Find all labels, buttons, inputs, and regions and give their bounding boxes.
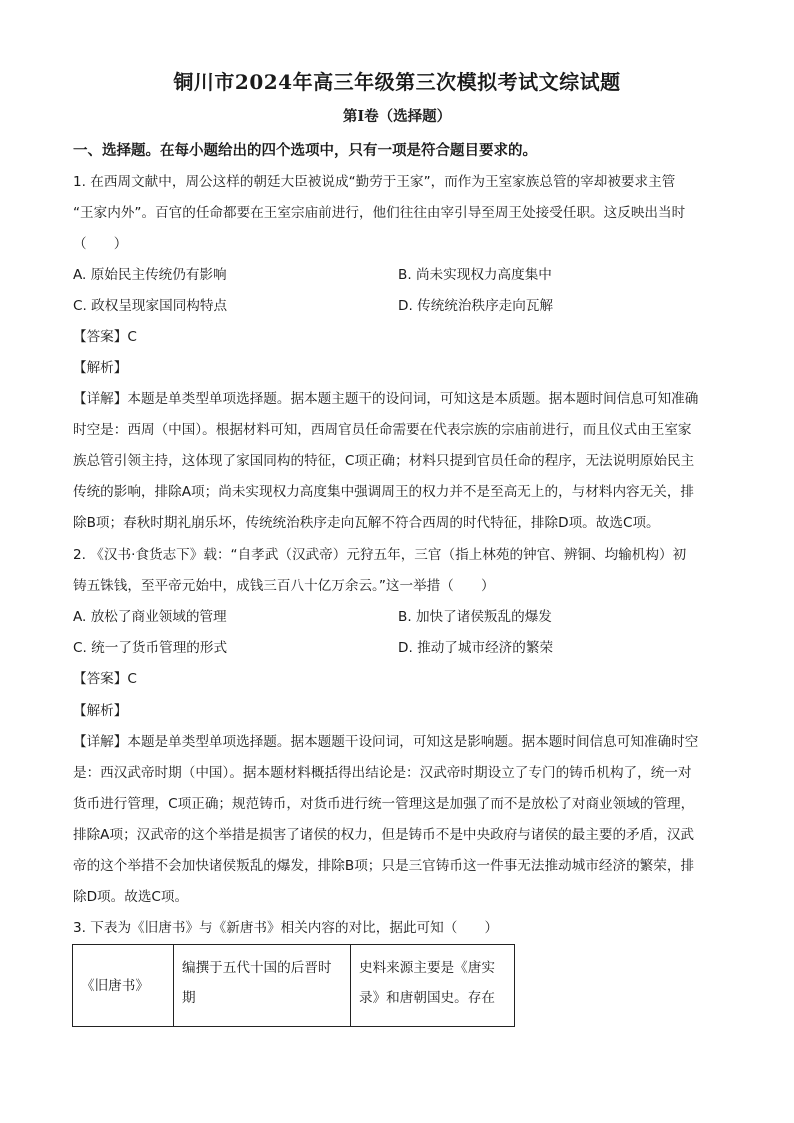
q2-answer: 【答案】C [73, 671, 137, 687]
q2-stem-line-1: 2. 《汉书·食货志下》载：“自孝武（汉武帝）元狩五年，三官（指上林苑的钟官、辨铜、均输机构）初 [73, 547, 687, 563]
q1-option-b: B. 尚未实现权力高度集中 [398, 267, 552, 283]
q1-option-d: D. 传统统治秩序走向瓦解 [398, 298, 554, 314]
comparison-table [72, 944, 515, 1027]
table-cell-book-name: 《旧唐书》 [73, 945, 174, 1027]
q2-option-a: A. 放松了商业领域的管理 [73, 609, 227, 625]
q1-stem-line-1: 1. 在西周文献中，周公这样的朝廷大臣被说成“勤劳于王家”，而作为王室家族总管的宰却被要求主管 [73, 174, 676, 190]
q2-stem-line-2: 铸五铢钱，至平帝元始中，成钱三百八十亿万余云。”这一举措（ ） [73, 578, 495, 594]
table-cell-compiled-period: 编撰于五代十国的后晋时期 [174, 945, 351, 1027]
table-row [73, 945, 515, 1027]
q2-detail-line-3: 货币进行管理，C项正确；规范铸币，对货币进行统一管理这是加强了而不是放松了对商业领域的管理， [73, 796, 695, 812]
q2-option-d: D. 推动了城市经济的繁荣 [398, 640, 554, 656]
q1-detail-line-2: 时空是：西周（中国）。根据材料可知，西周官员任命需要在代表宗族的宗庙前进行，而且仪式由王室家 [73, 422, 692, 438]
q1-detail-line-1: 【详解】本题是单类型单项选择题。据本题主题干的设问词，可知这是本质题。据本题时间信息可知准确 [73, 391, 699, 407]
q1-option-a: A. 原始民主传统仍有影响 [73, 267, 227, 283]
q1-detail-line-3: 族总管引领主持，这体现了家国同构的特征，C项正确；材料只提到官员任命的程序，无法说明原始民主 [73, 453, 695, 469]
q1-stem-line-3: （ ） [73, 236, 128, 252]
q2-detail-line-2: 是：西汉武帝时期（中国）。据本题材料概括得出结论是：汉武帝时期设立了专门的铸币机构了，统一对 [73, 765, 692, 781]
q1-option-c: C. 政权呈现家国同构特点 [73, 298, 228, 314]
volume-subtitle: 第Ⅰ卷（选择题） [342, 108, 452, 125]
q2-detail-line-4: 排除A项；汉武帝的这个举措是损害了诸侯的权力，但是铸币不是中央政府与诸侯的最主要的矛盾，汉武 [73, 827, 695, 843]
q2-option-c: C. 统一了货币管理的形式 [73, 640, 228, 656]
q2-detail-line-6: 除D项。故选C项。 [73, 889, 189, 905]
q2-detail-line-1: 【详解】本题是单类型单项选择题。据本题题干设问词，可知这是影响题。据本题时间信息可知准确时空 [73, 734, 699, 750]
q1-detail-line-5: 除B项；春秋时期礼崩乐坏，传统统治秩序走向瓦解不符合西周的时代特征，排除D项。故选C项。 [73, 515, 660, 531]
section-heading: 一、选择题。在每小题给出的四个选项中，只有一项是符合题目要求的。 [73, 143, 537, 159]
q1-analysis-label: 【解析】 [73, 360, 128, 376]
q3-stem: 3. 下表为《旧唐书》与《新唐书》相关内容的对比，据此可知（ ） [73, 920, 499, 936]
q1-answer: 【答案】C [73, 329, 137, 345]
q1-detail-line-4: 传统的影响，排除A项；尚未实现权力高度集中强调周王的权力并不是至高无上的，与材料内容无关，排 [73, 484, 695, 500]
q2-analysis-label: 【解析】 [73, 703, 128, 719]
table-cell-sources: 史料来源主要是《唐实录》和唐朝国史。存在 [351, 945, 515, 1027]
q2-option-b: B. 加快了诸侯叛乱的爆发 [398, 609, 552, 625]
q2-detail-line-5: 帝的这个举措不会加快诸侯叛乱的爆发，排除B项；只是三官铸币这一件事无法推动城市经济的繁荣，排 [73, 858, 695, 874]
exam-title: 铜川市2024年高三年级第三次模拟考试文综试题 [173, 70, 621, 94]
q1-stem-line-2: “王家内外”。百官的任命都要在王室宗庙前进行，他们往往由宰引导至周王处接受任职。这反映出当时 [73, 205, 686, 221]
